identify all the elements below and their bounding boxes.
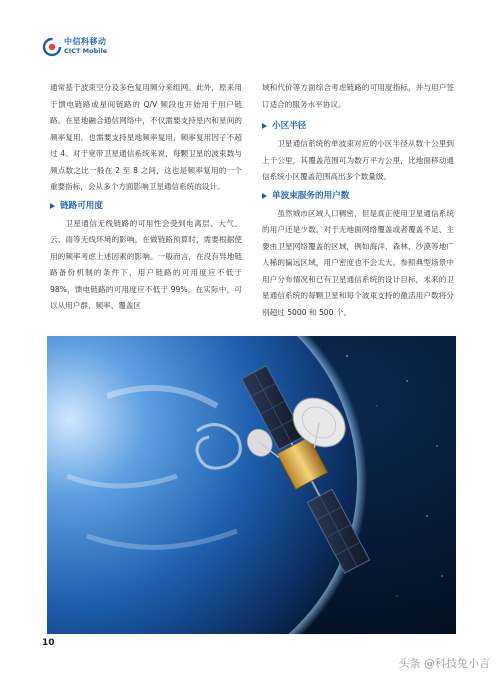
logo-english-text: CICT Mobile xyxy=(64,47,108,55)
source-watermark: 头条 @科技兔小言 xyxy=(398,657,490,670)
right-text-column xyxy=(262,80,454,321)
section-title: 小区半径 xyxy=(272,121,307,131)
cict-logo xyxy=(42,36,152,58)
satellite-earth-illustration xyxy=(47,336,456,634)
section-heading-cell-radius xyxy=(262,117,454,135)
paragraph-frequency-reuse: 通常基于波束空分及多色复用频分来组网。此外，原来用于馈电链路或星间链路的 Q/V 频段也开始用于用户链路。在星地融合通信网络中，不仅需要支持星内和星间的频率复用，也需要支持星地频率复用，频率复用因子不超过 4。对于宽带卫星通信系统来说，每颗卫星的波束数与频点数之比一般在 2 至 8 之间，这也是频率复用的一个重要指标，会从多个方面影响卫星通信系统的设计。 xyxy=(50,83,242,191)
left-text-column xyxy=(50,80,242,315)
paragraph-sla: 域和代价等方面综合考虑链路的可用度指标，并与用户签订适合的服务水平协议。 xyxy=(262,83,454,109)
page-header xyxy=(0,0,500,60)
section-title: 单波束服务的用户数 xyxy=(272,190,350,201)
page-number: 10 xyxy=(42,638,55,648)
paragraph-link-availability: 卫星通信无线链路的可用性会受到电离层、大气、云、雨等无线环境的影响。在做链路预算时，需要根据使用的频率考虑上述因素的影响。一般而言，在没有异地链路备份机制的条件下，用户链路的可用度应不低于 98%，馈电链路的可用度应不低于 99%。在实际中，可以从用户群、频率、覆盖区 xyxy=(50,218,242,310)
cict-logo-icon xyxy=(42,37,62,57)
triangle-bullet-icon xyxy=(50,203,55,209)
section-heading-link-availability xyxy=(50,197,242,215)
logo-chinese-text: 中信科移动 xyxy=(64,37,107,46)
paragraph-users-per-beam: 虽然城市区域人口稠密，但是真正使用卫星通信系统的用户还是少数。对于无地面网络覆盖或者覆盖不足、主要由卫星网络覆盖的区域，例如海洋、森林、沙漠等地广人稀的偏远区域，用户密度也不会太大。参照典型场景中用户分布情况和已有卫星通信系统的设计目标，未来的卫星通信系统的每颗卫星和每个波束支持的激活用户数将分别超过 5000 和 500 个。 xyxy=(262,208,454,317)
satellite-over-earth-image xyxy=(47,336,456,634)
triangle-bullet-icon xyxy=(262,123,267,129)
section-heading-users-per-beam xyxy=(262,187,454,205)
section-title: 链路可用度 xyxy=(60,200,103,211)
triangle-bullet-icon xyxy=(262,193,267,199)
paragraph-cell-radius: 卫星通信系统的单波束对应的小区半径从数十公里到上千公里，其覆盖范围可为数万平方公里，比地面移动通信系统小区覆盖范围高出多个数量级。 xyxy=(262,139,454,181)
